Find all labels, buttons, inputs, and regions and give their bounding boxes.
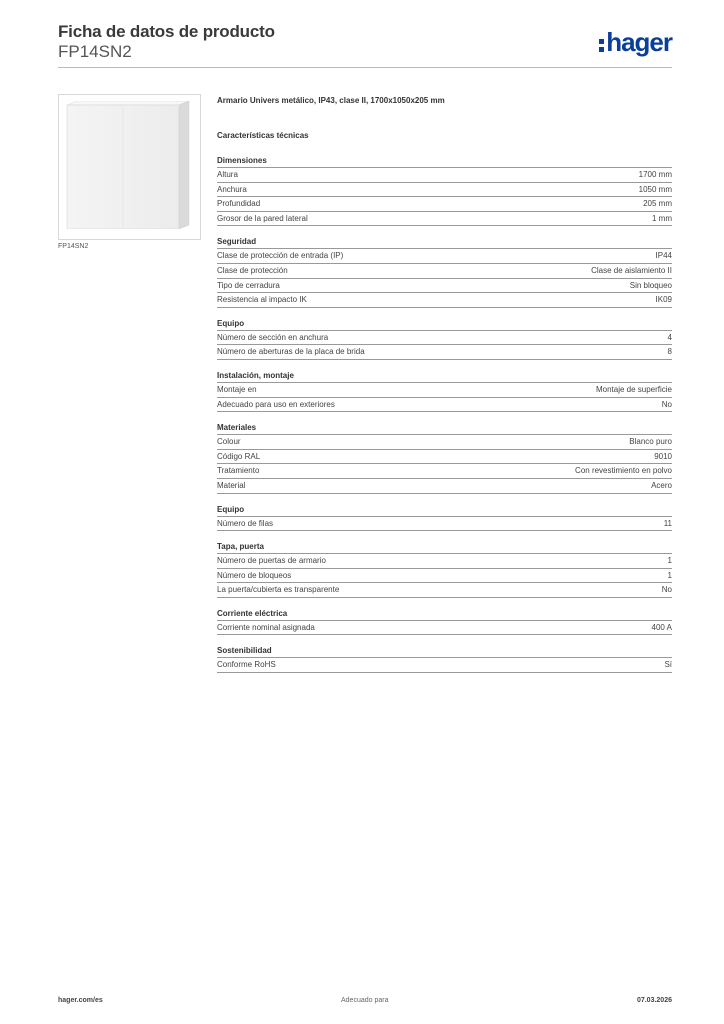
spec-row — [217, 554, 672, 569]
section-title: Dimensiones — [217, 156, 672, 168]
spec-row — [217, 464, 672, 479]
spec-label: Resistencia al impacto IK — [217, 295, 307, 305]
logo-text: hager — [606, 27, 672, 57]
spec-label: Código RAL — [217, 451, 261, 461]
spec-value: 205 mm — [643, 199, 672, 209]
spec-section — [217, 609, 672, 636]
spec-value: No — [661, 585, 672, 595]
spec-value: 1 mm — [652, 213, 672, 223]
spec-label: Montaje en — [217, 384, 257, 394]
product-description: Armario Univers metálico, IP43, clase II, 1700x1050x205 mm — [217, 96, 445, 105]
section-title: Equipo — [217, 319, 672, 331]
spec-row — [217, 197, 672, 212]
spec-value: Sí — [664, 660, 672, 670]
spec-label: Conforme RoHS — [217, 660, 276, 670]
spec-label: Número de bloqueos — [217, 570, 292, 580]
spec-section — [217, 156, 672, 226]
spec-label: Clase de protección — [217, 265, 288, 275]
spec-label: Colour — [217, 437, 241, 447]
spec-value: 1050 mm — [638, 184, 672, 194]
spec-label: Tipo de cerradura — [217, 280, 280, 290]
spec-section — [217, 646, 672, 673]
spec-label: Adecuado para uso en exteriores — [217, 399, 335, 409]
spec-section — [217, 505, 672, 532]
spec-value: Montaje de superficie — [595, 384, 672, 394]
spec-row — [217, 212, 672, 227]
spec-row — [217, 293, 672, 308]
spec-row — [217, 450, 672, 465]
spec-value: 11 — [663, 518, 672, 528]
spec-row — [217, 183, 672, 198]
spec-label: Número de puertas de armario — [217, 556, 326, 566]
section-title: Corriente eléctrica — [217, 609, 672, 621]
tech-specs-heading: Características técnicas — [217, 131, 309, 140]
spec-value: Sin bloqueo — [629, 280, 672, 290]
spec-label: La puerta/cubierta es transparente — [217, 585, 340, 595]
product-image — [58, 94, 201, 240]
spec-label: Profundidad — [217, 199, 261, 209]
section-title: Tapa, puerta — [217, 542, 672, 554]
footer-website: hager.com/es — [58, 997, 103, 1004]
spec-label: Clase de protección de entrada (IP) — [217, 251, 344, 261]
spec-label: Corriente nominal asignada — [217, 622, 315, 632]
spec-row — [217, 435, 672, 450]
spec-row — [217, 249, 672, 264]
section-title: Equipo — [217, 505, 672, 517]
logo-dots-icon — [599, 39, 604, 52]
spec-value: Clase de aislamiento II — [591, 265, 672, 275]
spec-sections — [217, 156, 672, 673]
spec-value: 4 — [667, 332, 672, 342]
spec-label: Material — [217, 480, 246, 490]
page-footer — [58, 997, 672, 1009]
spec-value: 1700 mm — [638, 170, 672, 179]
spec-value: No — [661, 399, 672, 409]
spec-row — [217, 345, 672, 360]
spec-label: Número de aberturas de la placa de brida — [217, 347, 365, 357]
spec-row — [217, 331, 672, 346]
spec-value: Con revestimiento en polvo — [575, 466, 672, 476]
spec-label: Tratamiento — [217, 466, 260, 476]
spec-section — [217, 423, 672, 493]
product-image-caption: FP14SN2 — [58, 243, 89, 250]
cabinet-illustration-icon — [65, 101, 191, 229]
spec-value: 400 A — [651, 622, 672, 632]
spec-row — [217, 517, 672, 532]
spec-row — [217, 264, 672, 279]
spec-value: IK09 — [655, 295, 672, 305]
header-divider — [58, 67, 672, 68]
document-title: Ficha de datos de producto — [58, 22, 275, 41]
spec-row — [217, 658, 672, 673]
spec-section — [217, 371, 672, 412]
spec-label: Anchura — [217, 184, 247, 194]
page-header — [58, 20, 672, 68]
spec-row — [217, 168, 672, 183]
spec-value: 8 — [667, 347, 672, 357]
spec-value: 9010 — [654, 451, 672, 461]
spec-row — [217, 621, 672, 636]
product-specs — [217, 96, 672, 673]
spec-label: Número de filas — [217, 518, 274, 528]
spec-section — [217, 542, 672, 598]
spec-label: Altura — [217, 170, 238, 179]
footer-date: 07.03.2026 — [636, 997, 672, 1004]
spec-value: 1 — [667, 570, 672, 580]
spec-row — [217, 398, 672, 413]
spec-row — [217, 569, 672, 584]
spec-value: Acero — [651, 480, 672, 490]
spec-value: 1 — [667, 556, 672, 566]
section-title: Sostenibilidad — [217, 646, 672, 658]
spec-section — [217, 237, 672, 307]
spec-row — [217, 479, 672, 494]
product-reference: FP14SN2 — [58, 42, 132, 61]
spec-row — [217, 583, 672, 598]
spec-row — [217, 279, 672, 294]
spec-value: Blanco puro — [629, 437, 672, 447]
section-title: Instalación, montaje — [217, 371, 672, 383]
section-title: Seguridad — [217, 237, 672, 249]
hager-logo — [599, 26, 672, 58]
spec-label: Número de sección en anchura — [217, 332, 329, 342]
spec-label: Grosor de la pared lateral — [217, 213, 308, 223]
spec-value: IP44 — [655, 251, 672, 261]
spec-row — [217, 383, 672, 398]
footer-note: Adecuado para — [341, 997, 389, 1004]
section-title: Materiales — [217, 423, 672, 435]
spec-section — [217, 319, 672, 360]
